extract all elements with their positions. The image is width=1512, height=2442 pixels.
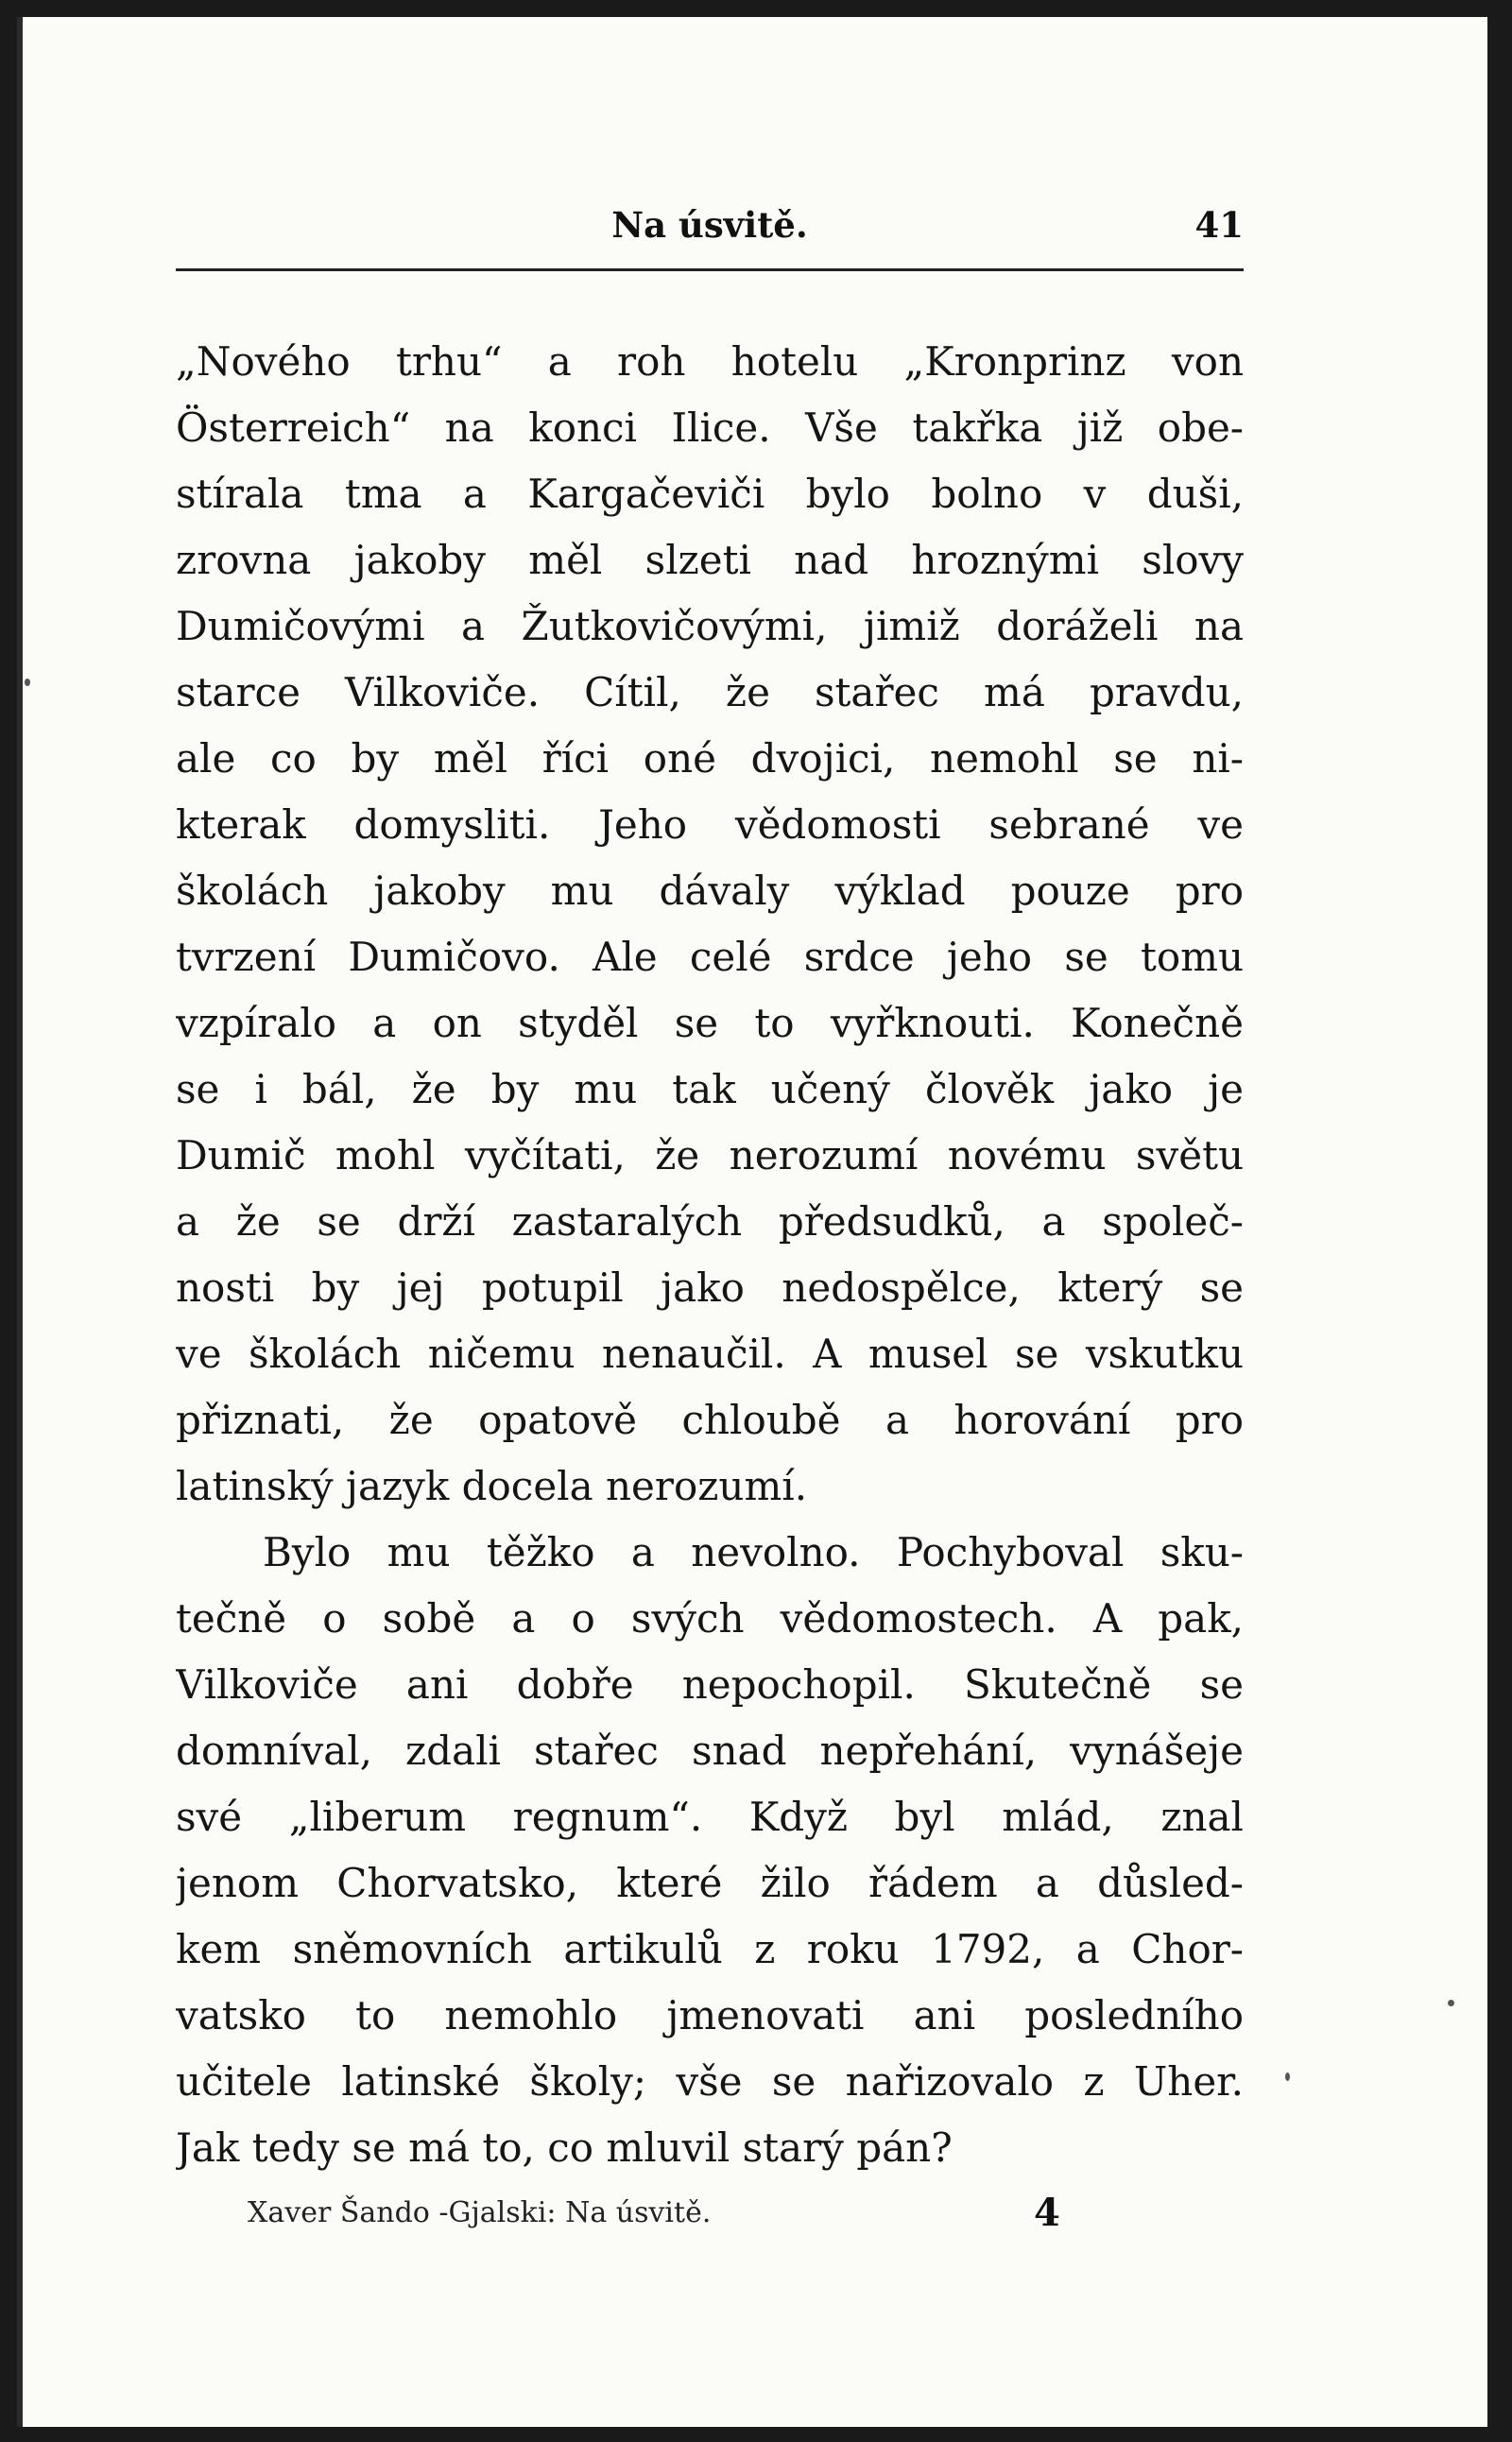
text-line: Bylo mu těžko a nevolno. Pochyboval sku- <box>263 1529 1244 1575</box>
text-line: vatsko to nemohlo jmenovati ani posledního <box>176 1992 1244 2038</box>
page-number: 41 <box>1194 204 1244 246</box>
running-header <box>176 204 1244 261</box>
signature-text: Xaver Šando -Gjalski: Na úsvitě. <box>248 2196 712 2229</box>
scan-speck <box>25 679 30 686</box>
text-line: starce Vilkoviče. Cítil, že stařec má pravdu, <box>176 669 1244 715</box>
text-line: kem sněmovních artikulů z roku 1792, a Chor- <box>176 1926 1244 1972</box>
running-title: Na úsvitě. <box>611 204 808 246</box>
signature-number: 4 <box>1034 2191 1060 2235</box>
text-line: jenom Chorvatsko, které žilo řádem a důsled- <box>176 1860 1244 1906</box>
text-line: ale co by měl říci oné dvojici, nemohl se ni- <box>176 735 1244 782</box>
text-line: ve školách ničemu nenaučil. A musel se vskutku <box>176 1331 1244 1377</box>
text-line: Jak tedy se má to, co mluvil starý pán? <box>176 2124 953 2171</box>
text-line: a že se drží zastaralých předsudků, a společ- <box>176 1198 1244 1245</box>
text-line: učitele latinské školy; vše se nařizovalo z Uher. <box>176 2058 1244 2105</box>
signature-footer <box>221 2191 1072 2247</box>
text-line: kterak domysliti. Jeho vědomosti sebrané ve <box>176 801 1244 848</box>
text-line: Österreich“ na konci Ilice. Vše takřka již obe- <box>176 404 1244 451</box>
text-line: nosti by jej potupil jako nedospělce, který se <box>176 1264 1244 1311</box>
text-line: Dumič mohl vyčítati, že nerozumí novému světu <box>176 1132 1244 1178</box>
text-line: tvrzení Dumičovo. Ale celé srdce jeho se tomu <box>176 934 1244 980</box>
text-line: se i bál, že by mu tak učený člověk jako je <box>176 1066 1244 1112</box>
text-line: své „liberum regnum“. Když byl mlád, znal <box>176 1794 1244 1840</box>
text-line: vzpíralo a on styděl se to vyřknouti. Konečně <box>176 1000 1244 1046</box>
body-text <box>176 329 1244 2181</box>
text-line: stírala tma a Kargačeviči bylo bolno v duši, <box>176 471 1244 517</box>
text-line: tečně o sobě a o svých vědomostech. A pak, <box>176 1595 1244 1642</box>
text-line: Vilkoviče ani dobře nepochopil. Skutečně se <box>176 1661 1244 1708</box>
scan-speck <box>1448 2000 1454 2006</box>
header-rule <box>176 268 1244 271</box>
text-line: Dumičovými a Žutkovičovými, jimiž doráželi na <box>176 603 1244 649</box>
text-line: přiznati, že opatově chloubě a horování pro <box>176 1397 1244 1443</box>
text-line: školách jakoby mu dávaly výklad pouze pro <box>176 868 1244 914</box>
scan-speck <box>1285 2072 1290 2081</box>
text-line: „Nového trhu“ a roh hotelu „Kronprinz von <box>176 338 1244 385</box>
text-line: latinský jazyk docela nerozumí. <box>176 1463 808 1509</box>
text-line: domníval, zdali stařec snad nepřehání, vynášeje <box>176 1728 1244 1774</box>
text-line: zrovna jakoby měl slzeti nad hroznými slovy <box>176 537 1244 583</box>
book-page <box>17 17 1487 2427</box>
